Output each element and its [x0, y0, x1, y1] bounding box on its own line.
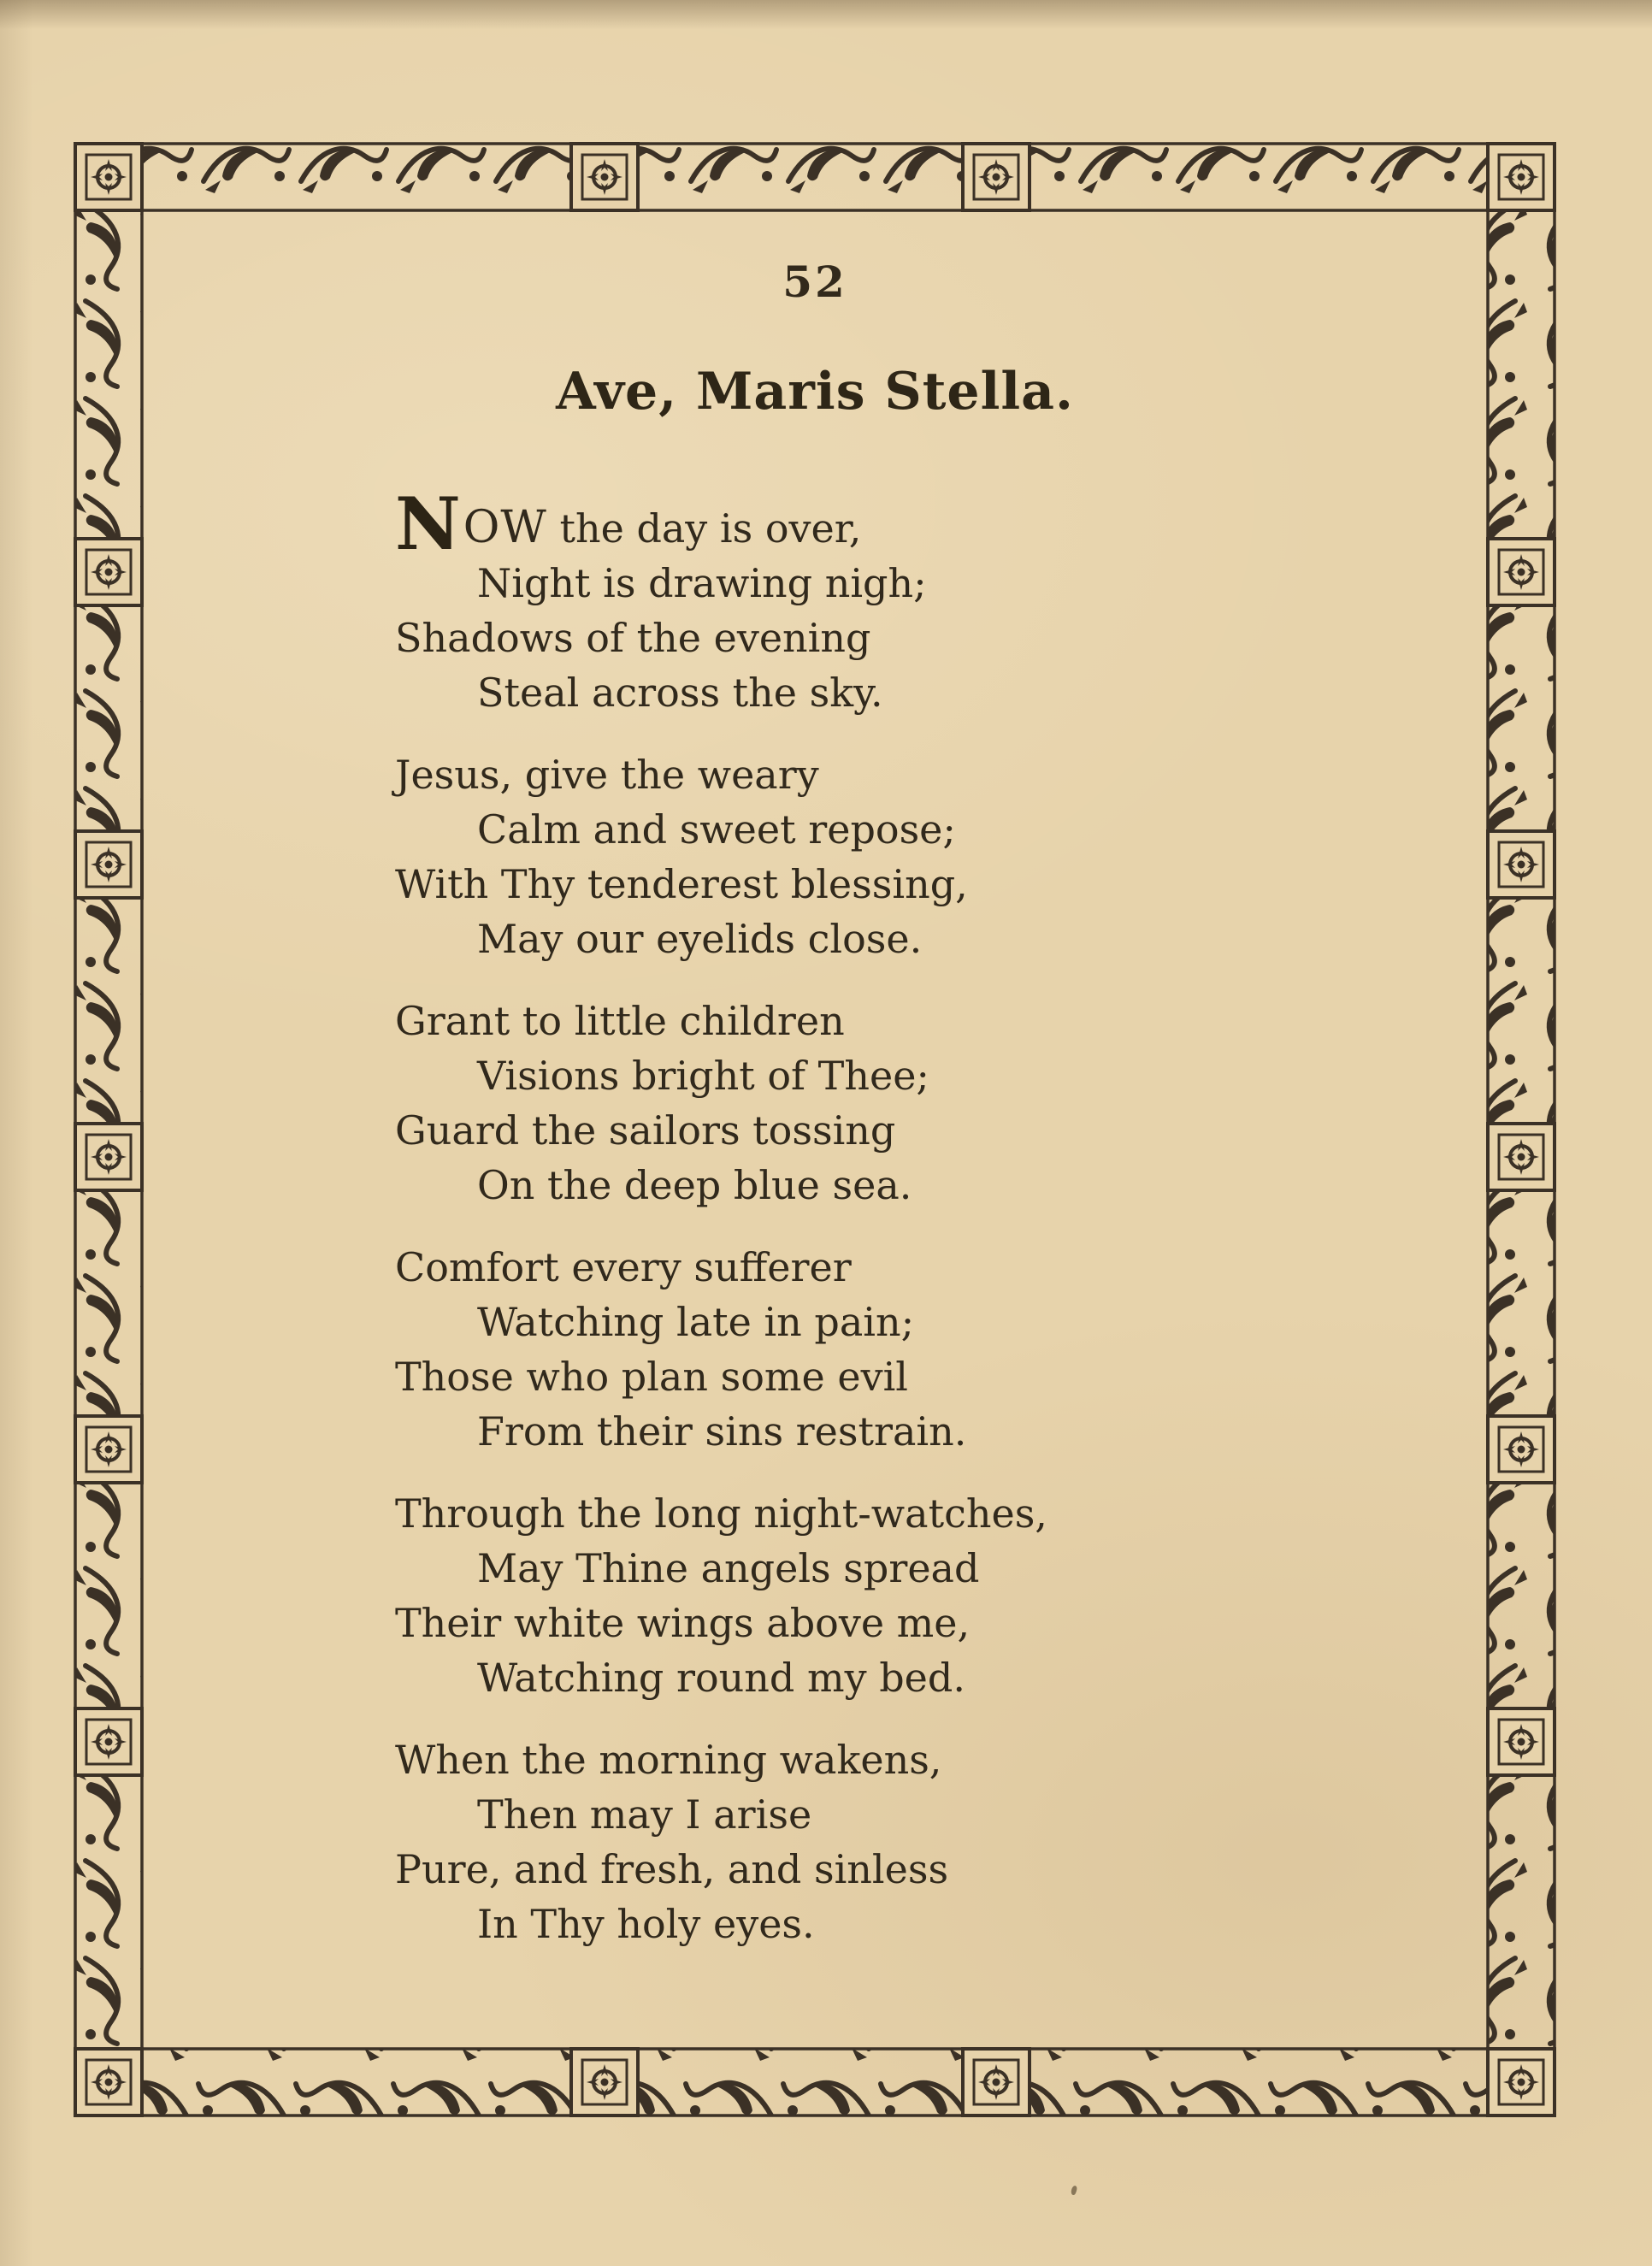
hymn-line: Visions bright of Thee;: [477, 1053, 929, 1099]
hymn-line: Pure, and fresh, and sinless: [395, 1846, 949, 1892]
hymn-line: Grant to little children: [395, 998, 845, 1044]
hymn-line: When the morning wakens,: [395, 1737, 942, 1783]
dropcap-follow: OW: [463, 502, 547, 553]
hymn-line: Calm and sweet repose;: [477, 806, 956, 853]
hymn-line: Night is drawing nigh;: [477, 560, 927, 606]
hymn-line: [395, 481, 1488, 566]
stanza-2: [395, 747, 1488, 966]
hymn-line: Watching round my bed.: [477, 1655, 965, 1701]
hymn-line: Guard the sailors tossing: [395, 1107, 896, 1154]
hymn-line: Shadows of the evening: [395, 615, 871, 661]
stanza-4: [395, 1240, 1488, 1459]
hymn-line-text: the day is over,: [546, 505, 862, 552]
hymn-line: May Thine angels spread: [477, 1545, 980, 1591]
stanza-6: [395, 1732, 1488, 1951]
hymn-line: With Thy tenderest blessing,: [395, 861, 968, 907]
hymn-line: On the deep blue sea.: [477, 1162, 912, 1208]
hymn-line: Watching late in pain;: [477, 1299, 915, 1345]
hymn-line: Their white wings above me,: [395, 1600, 971, 1646]
hymn-text: [395, 481, 1488, 1951]
hymn-line: In Thy holy eyes.: [477, 1901, 815, 1947]
page-content: [142, 210, 1488, 2049]
dropcap-initial: N: [395, 481, 461, 566]
hymn-line: Those who plan some evil: [395, 1354, 908, 1400]
hymn-line: From their sins restrain.: [477, 1408, 967, 1455]
stanza-3: [395, 994, 1488, 1213]
hymn-line: Then may I arise: [477, 1791, 812, 1838]
stanza-5: [395, 1486, 1488, 1705]
page-number: 52: [782, 257, 847, 307]
hymn-line: May our eyelids close.: [477, 916, 923, 962]
hymn-line: Steal across the sky.: [477, 670, 883, 716]
hymn-line: Jesus, give the weary: [395, 752, 819, 798]
hymn-title: Ave, Maris Stella.: [556, 362, 1074, 422]
hymn-line: Comfort every sufferer: [395, 1244, 852, 1290]
hymn-line: Through the long night-watches,: [395, 1490, 1047, 1537]
stanza-1: [395, 481, 1488, 720]
